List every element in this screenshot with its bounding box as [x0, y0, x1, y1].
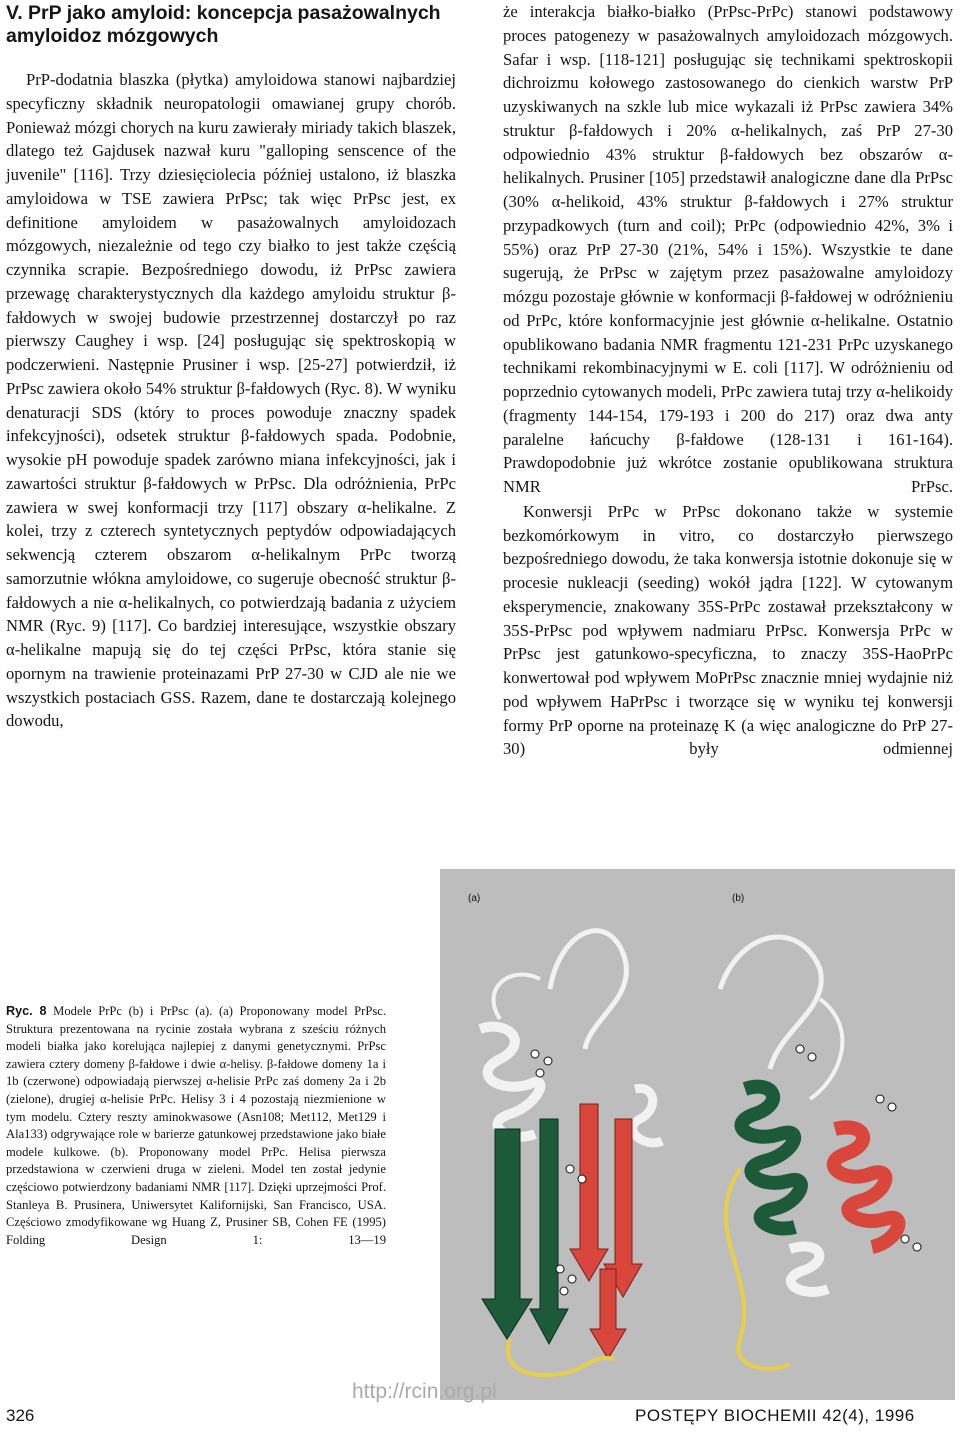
panel-a-label: (a) — [468, 893, 481, 904]
right-paragraph-1: że interakcja białko-białko (PrPsc-PrPc) stanowi podstawowy proces patogenezy w pasażowalnych amyloidozach mózgowych. Safar i wsp. [118-121] posługując się technikami spektroskopii dichroizmu kołowego zastosowanego do cienkich warstw PrP uzyskiwanych na szkle lub mice wykazali iż PrPsc zawiera 34% struktur β-fałdowych i 20% α-helikalnych, zaś PrP 27-30 odpowiednio 43% struktur β-fałdowych bez obszarów α-helikalnych. Prusiner [105] przedstawił analogiczne dane dla PrPsc (30% α-helikoid, 43% struktur β-fałdowych i 27% struktur przypadkowych (turn and coil); PrPc (odpowiednio 42%, 3% i 55%) oraz PrP 27-30 (21%, 54% i 15%). Wszystkie te dane sugerują, że PrPsc w zajętym przez pasażowalne amyloidozy mózgu pozostaje głównie w konformacji β-fałdowej w odróżnieniu od PrPc, które konformacyjnie jest głównie α-helikalne. Ostatnio opublikowano badania NMR fragmentu 121-231 PrPc uzyskanego technikami rekombinacyjnymi w E. coli [117]. W odróżnieniu od poprzednio cytowanych modeli, PrPc zawiera tutaj trzy α-helikoidy (fragmenty 144-154, 179-193 i 200 do 217) oraz dwa anty paralelne łańcuchy β-fałdowe (128-131 i 161-164). Prawdopodobnie już wkrótce zostanie opublikowana struktura NMR PrPsc. — [503, 2, 953, 496]
figure-caption — [6, 1003, 386, 1249]
panel-b-label: (b) — [732, 893, 745, 904]
section-heading: V. PrP jako amyloid: koncepcja pasażowalnych amyloidoz mózgowych — [6, 2, 441, 47]
protein-ribbon-illustration — [440, 869, 955, 1400]
caption-label: Ryc. 8 — [6, 1004, 47, 1018]
right-paragraph-2: Konwersji PrPc w PrPsc dokonano także w systemie bezkomórkowym in vitro, co dostarczyło pierwszego bezpośredniego dowodu, że taka konwersja istotnie dokonuje się w procesie nukleacji (seeding) wokół jądra [122]. W cytowanym eksperymencie, znakowany 35S-PrPc zostawał przekształcony w 35S-PrPsc pod wpływem nadmiaru PrPsc. Konwersja PrPc w PrPsc jest gatunkowo-specyficzna, to znaczy 35S-HaoPrPc konwertował pod wpływem MoPrPsc znacznie mniej wydajnie niż pod wpływem HaPrPsc i tworzące się w wyniku tej konwersji formy PrP oporne na proteinazę K (a więc analogiczne do PrP 27-30) były odmiennej — [503, 501, 953, 759]
right-column — [503, 0, 953, 761]
caption-text: Modele PrPc (b) i PrPsc (a). (a) Proponowany model PrPsc. Struktura prezentowana na rycinie została wybrana z sześciu różnych modeli białka jako korelująca najlepiej z danymi genetycznymi. PrPsc zawiera cztery domeny β-fałdowe i dwie α-helisy. β-fałdowe domeny 1a i 1b (czerwone) odpowiadają pierwszej α-helisie PrPc zaś domeny 2a i 2b (zielone), drugiej α-helisie PrPc. Helisy 3 i 4 pozostają niezmienione w tym modelu. Cztery reszty aminokwasowe (Asn108; Met112, Met129 i Ala133) odgrywające role w barierze gatunkowej przedstawione jako białe modele kulkowe. (b). Proponowany model PrPc. Helisa pierwsza przedstawiona w czerwieni druga w zieleni. Model ten został jedynie częściowo potwierdzony badaniami NMR [117]. Dzięki uprzejmości Prof. Stanleya B. Prusinera, Uniwersytet Kalifornijski, San Francisco, USA. Częściowo zmodyfikowane wg Huang Z, Prusiner SB, Cohen FE (1995) Folding Design 1: 13—19 — [6, 1004, 387, 1247]
figure-8-protein-models — [440, 869, 955, 1400]
left-column — [6, 0, 456, 733]
page-number: 326 — [6, 1406, 35, 1425]
url-watermark: http://rcin.org.pl — [352, 1380, 497, 1403]
left-paragraph: PrP-dodatnia blaszka (płytka) amyloidowa stanowi najbardziej specyficzny składnik neuropatologii omawianej grupy chorób. Ponieważ mózgi chorych na kuru zawierały miriady takich blaszek, dlatego też Gajdusek nazwał kuru "galloping senscence of the juvenile" [116]. Trzy dziesięciolecia później ustalono, iż blaszka amyloidowa w TSE zawiera PrPsc; tak więc PrPsc jest, ex definitione amyloidem w pasażowalnych amyloidozach mózgowych, niezależnie od tego czy białko to jest także częścią czynnika scrapie. Bezpośredniego dowodu, iż PrPsc zawiera przewagę charakterystycznych dla każdego amyloidu struktur β-fałdowych w swojej budowie przestrzennej dostarczył po raz pierwszy Caughey i wsp. [24] posługując się spektroskopią w podczerwieni. Następnie Prusiner i wsp. [25-27] potwierdził, iż PrPsc zawiera około 54% struktur β-fałdowych (Ryc. 8). W wyniku denaturacji SDS (który to proces powoduje znaczny spadek infekcyjności), odsetek struktur β-fałdowych spada. Podobnie, wysokie pH powoduje spadek zarówno miana infekcyjności, jak i zawartości struktur β-fałdowych w PrPsc. Dla odróżnienia, PrPc zawiera w swej konformacji trzy [117] obszary α-helikalne. Z kolei, trzy z czterech syntetycznych peptydów odpowiadających sekwencją czterem obszarom α-helikalnym PrPc tworzą samorzutnie włókna amyloidowe, co sugeruje obecność struktur β-fałdowych a nie α-helikalnych, co potwierdzają badania z użyciem NMR (Ryc. 9) [117]. Co bardziej interesujące, wszystkie obszary α-helikalne mapują się do tej części PrPsc, która stanie się opornym na trawienie proteinazami PrP 27-30 w CJD ale nie we wszystkich postaciach GSS. Razem, dane te dostarczają kolejnego dowodu, — [6, 70, 456, 731]
journal-footer: POSTĘPY BIOCHEMII 42(4), 1996 — [635, 1406, 915, 1425]
